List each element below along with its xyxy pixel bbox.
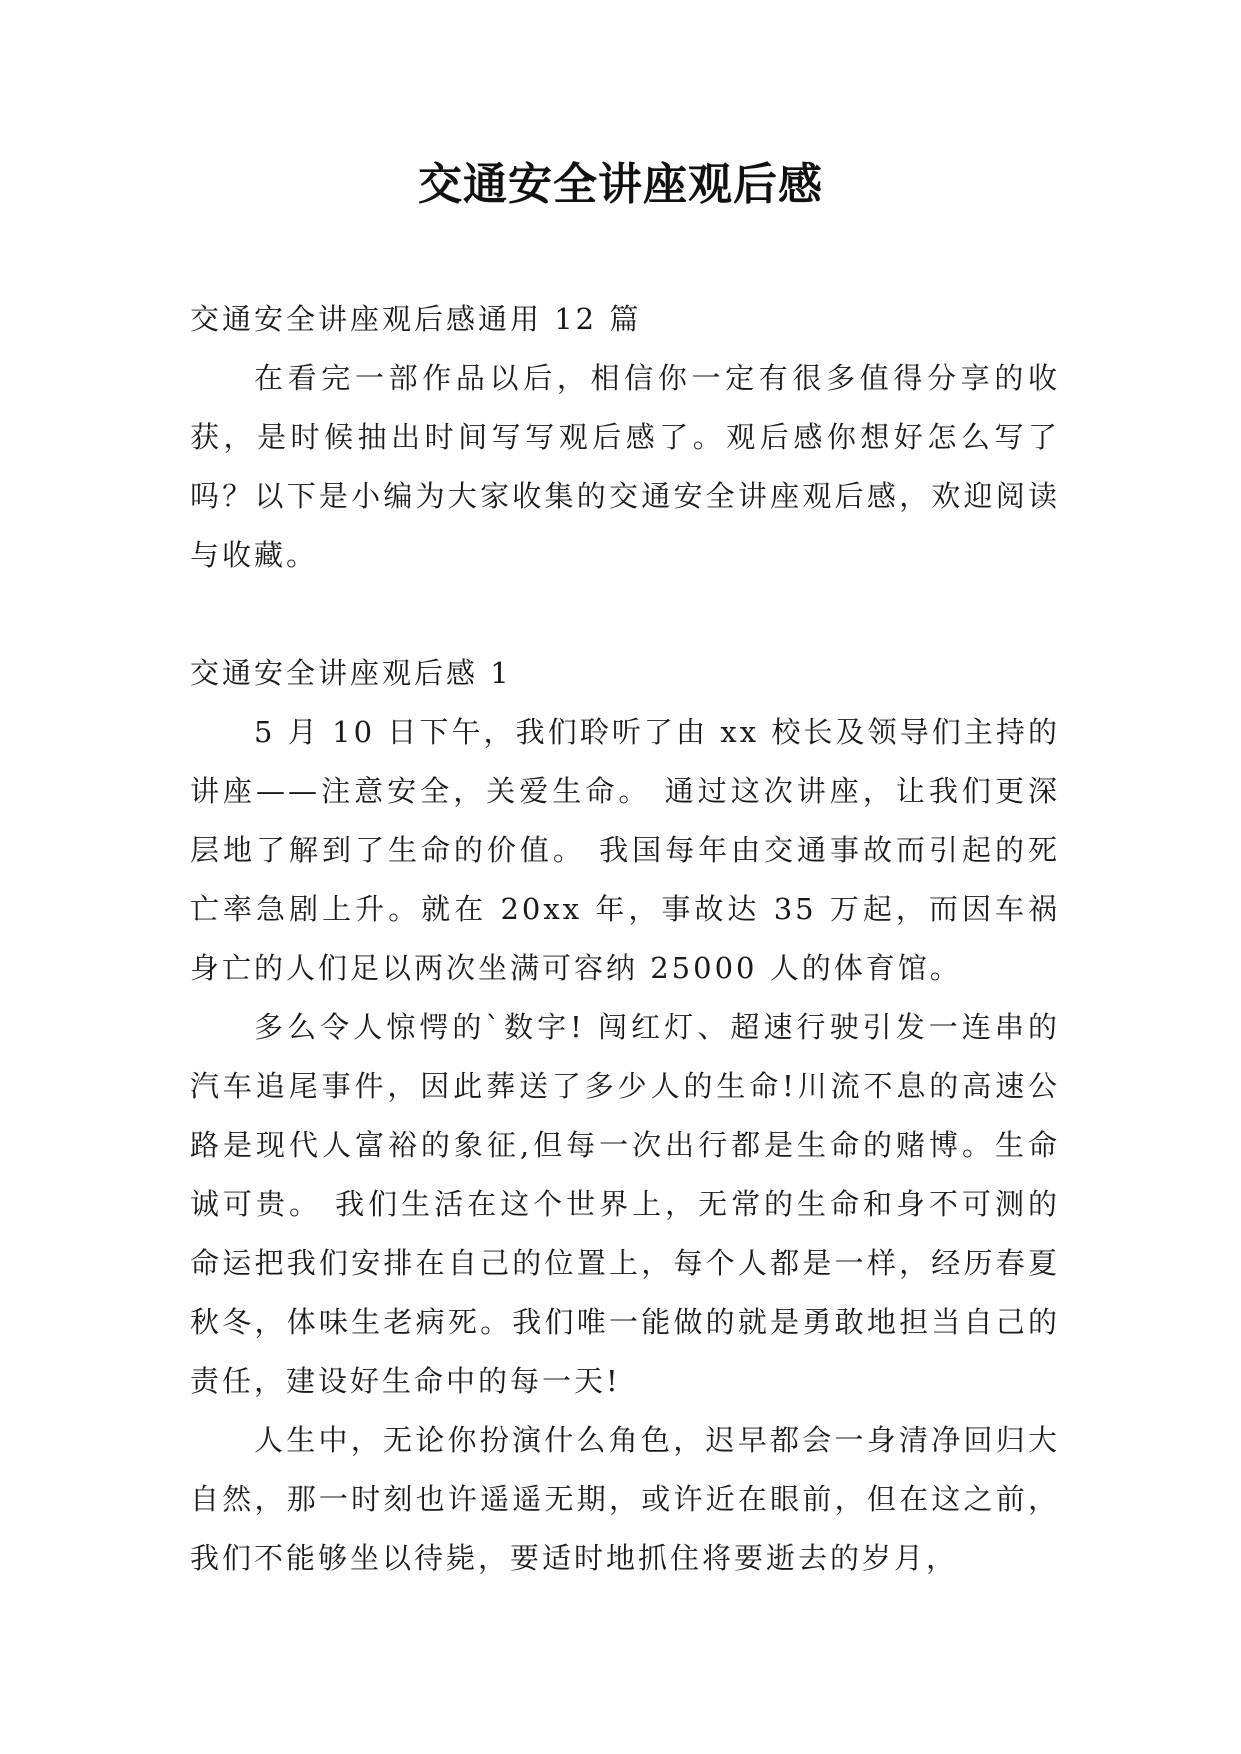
intro-paragraph: 在看完一部作品以后，相信你一定有很多值得分享的收获，是时候抽出时间写写观后感了。观后感你想好怎么写了吗？以下是小编为大家收集的交通安全讲座观后感，欢迎阅读与收藏。 <box>190 361 1060 572</box>
section-heading: 交通安全讲座观后感 1 <box>190 656 512 690</box>
document-title: 交通安全讲座观后感 <box>418 159 823 210</box>
document-body <box>190 290 1060 1588</box>
body-paragraph: 多么令人惊愕的`数字! 闯红灯、超速行驶引发一连串的汽车追尾事件，因此葬送了多少人的生命!川流不息的高速公路是现代人富裕的象征,但每一次出行都是生命的赌博。生命诚可贵。 我们生活在这个世界上，无常的生命和身不可测的命运把我们安排在自己的位置上，每个人都是一样，经历春夏秋冬，体味生老病死。我们唯一能做的就是勇敢地担当自己的责任，建设好生命中的每一天! <box>190 1010 1060 1398</box>
section-spacer <box>190 585 1060 644</box>
body-paragraph: 人生中，无论你扮演什么角色，迟早都会一身清净回归大自然，那一时刻也许遥遥无期，或许近在眼前，但在这之前，我们不能够坐以待毙，要适时地抓住将要逝去的岁月， <box>190 1423 1060 1575</box>
body-paragraph: 5 月 10 日下午，我们聆听了由 xx 校长及领导们主持的讲座——注意安全，关爱生命。 通过这次讲座，让我们更深层地了解到了生命的价值。 我国每年由交通事故而引起的死亡率急剧上升。就在 20xx 年，事故达 35 万起，而因车祸身亡的人们足以两次坐满可容纳 25000 人的体育馆。 <box>190 715 1060 985</box>
document-subtitle: 交通安全讲座观后感通用 12 篇 <box>190 302 642 336</box>
